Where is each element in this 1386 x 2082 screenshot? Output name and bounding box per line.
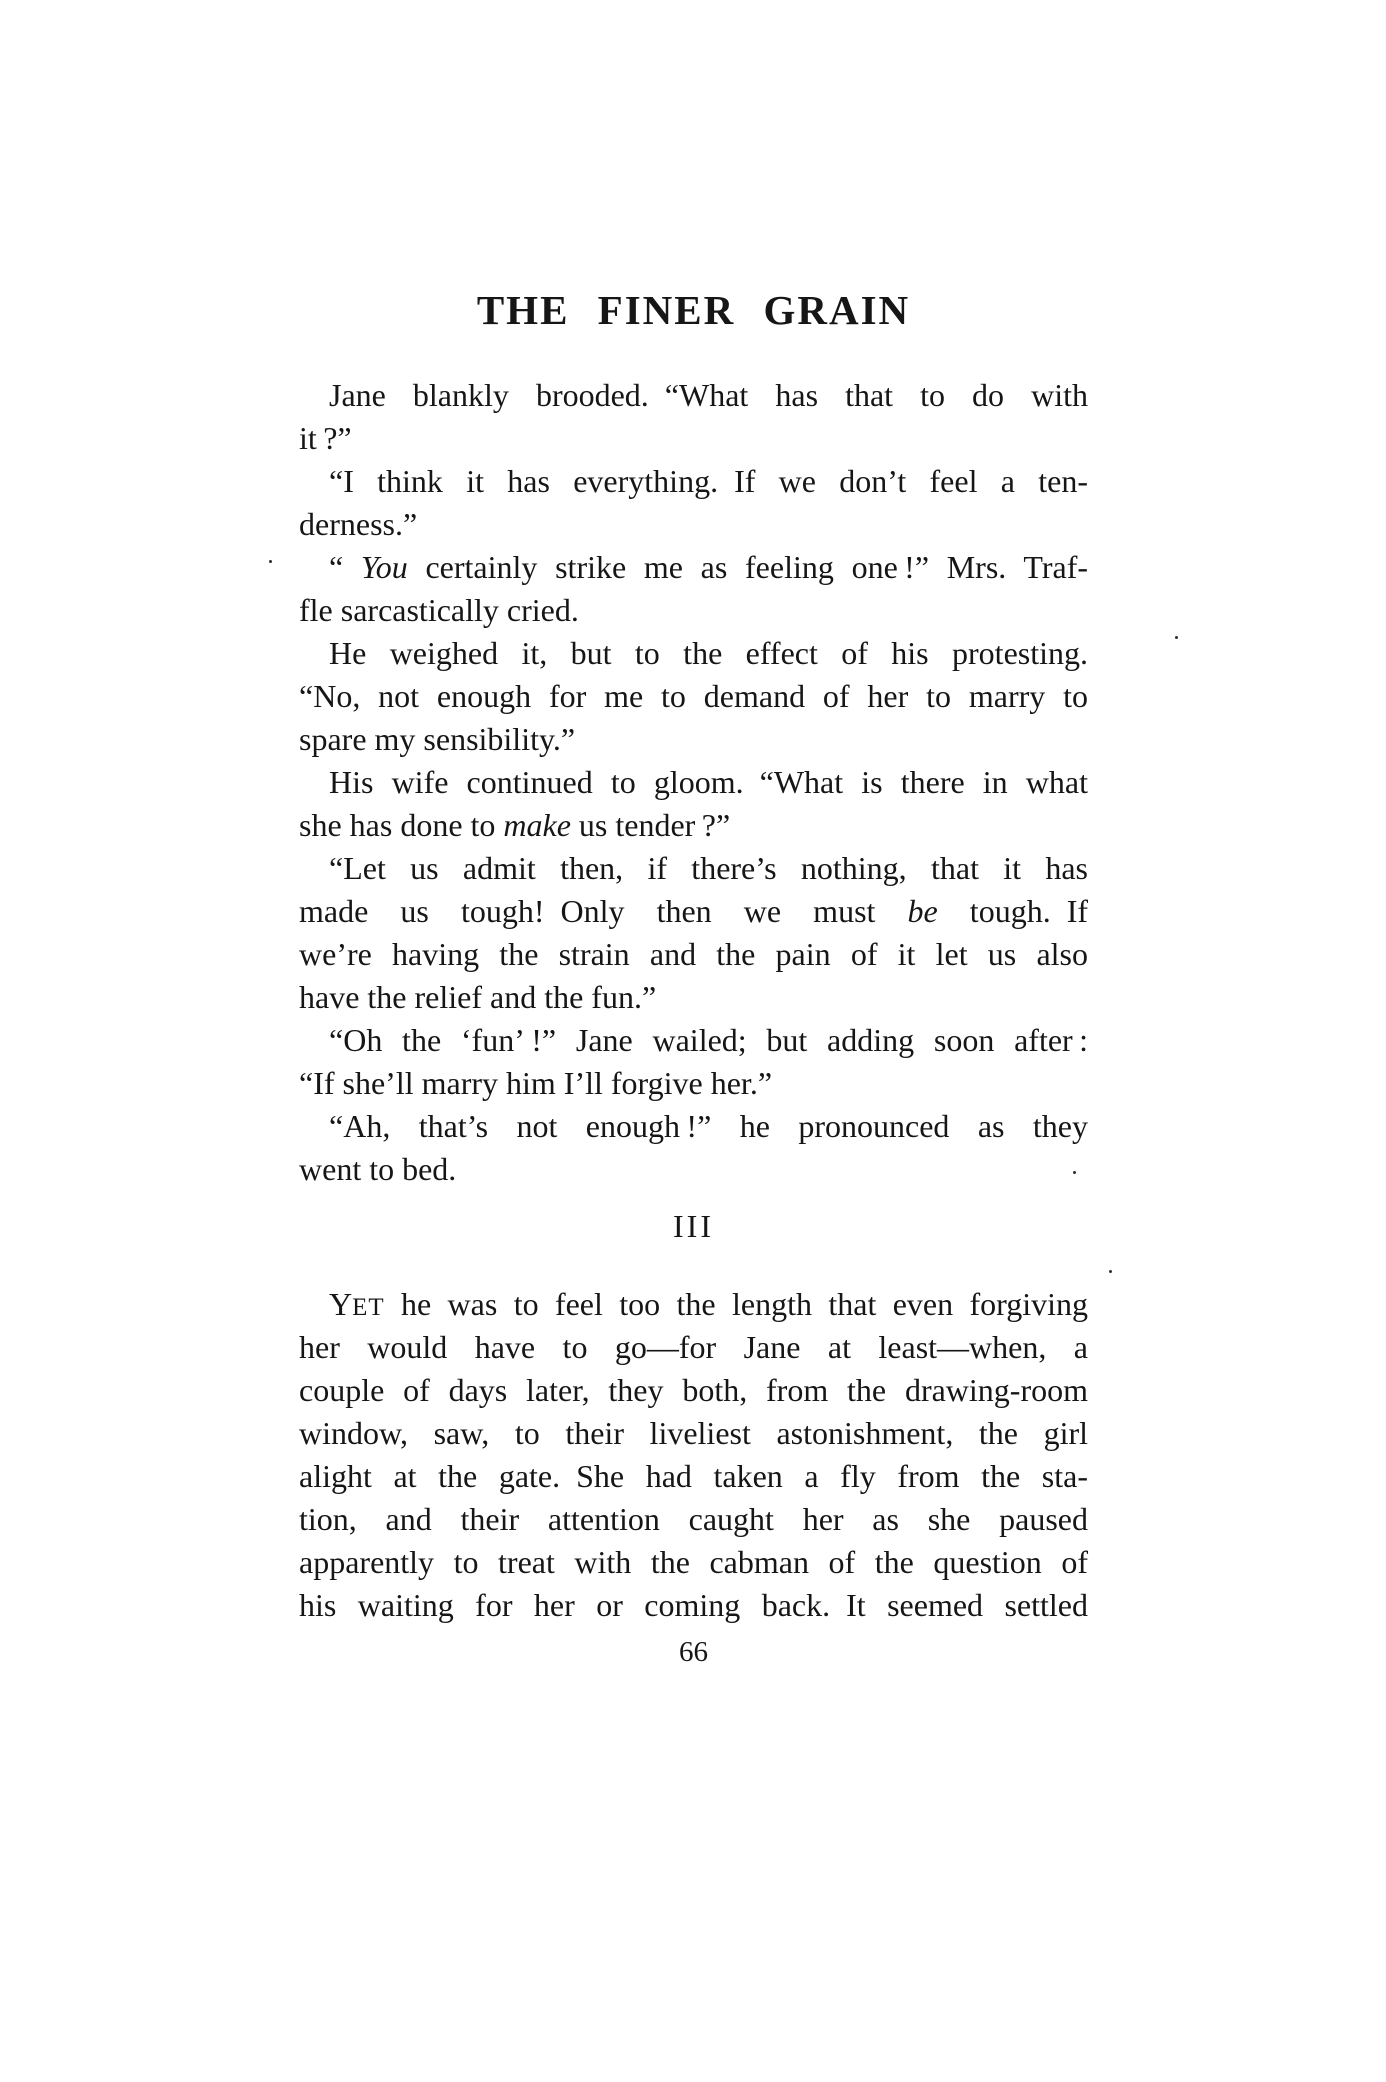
text-line: “Let us admit then, if there’s nothing, that it has (329, 850, 1088, 886)
text-line: apparently to treat with the cabman of the question of (299, 1544, 1088, 1580)
text-line: went to bed. (299, 1151, 457, 1187)
text-block-section (299, 1283, 1088, 1627)
scan-speck (1109, 1270, 1112, 1273)
text-line: His wife continued to gloom. “What is there in what (329, 764, 1088, 800)
text-line: have the relief and the fun.” (299, 979, 657, 1015)
text-line: spare my sensibility.” (299, 721, 576, 757)
scan-speck (1175, 636, 1178, 639)
text-line: couple of days later, they both, from the drawing-room (299, 1372, 1088, 1408)
text-line: “ You certainly strike me as feeling one !” Mrs. Traf- (329, 549, 1089, 585)
text-line: derness.” (299, 506, 418, 542)
text-line: tion, and their attention caught her as she paused (299, 1501, 1088, 1537)
scan-speck (1073, 1171, 1076, 1174)
text-line: “Ah, that’s not enough !” he pronounced as they (329, 1108, 1088, 1144)
text-block-top (299, 374, 1088, 1191)
text-line: she has done to make us tender ?” (299, 807, 731, 843)
page-content (299, 374, 1088, 1672)
text-line: “I think it has everything. If we don’t feel a ten- (329, 463, 1088, 499)
text-line: “Oh the ‘fun’ !” Jane wailed; but adding soon after : (329, 1022, 1088, 1058)
page-number: 66 (679, 1636, 708, 1668)
text-line: “No, not enough for me to demand of her to marry to (299, 678, 1088, 714)
text-line: “If she’ll marry him I’ll forgive her.” (299, 1065, 773, 1101)
text-line: He weighed it, but to the effect of his protesting. (329, 635, 1088, 671)
text-line: window, saw, to their liveliest astonishment, the girl (299, 1415, 1088, 1451)
page-title: THE FINER GRAIN (476, 287, 911, 333)
text-line: Jane blankly brooded. “What has that to do with (329, 377, 1088, 413)
scan-speck (269, 560, 272, 563)
text-line: her would have to go—for Jane at least—when, a (299, 1329, 1088, 1365)
section-heading: III (673, 1208, 714, 1244)
text-line: alight at the gate. She had taken a fly from the sta- (299, 1458, 1088, 1494)
text-line: made us tough! Only then we must be tough. If (299, 893, 1088, 929)
text-line: we’re having the strain and the pain of it let us also (299, 936, 1088, 972)
text-line: it ?” (299, 420, 352, 456)
text-line: fle sarcastically cried. (299, 592, 579, 628)
text-line: YET he was to feel too the length that even forgiving (329, 1286, 1088, 1322)
text-line: his waiting for her or coming back. It seemed settled (299, 1587, 1088, 1623)
